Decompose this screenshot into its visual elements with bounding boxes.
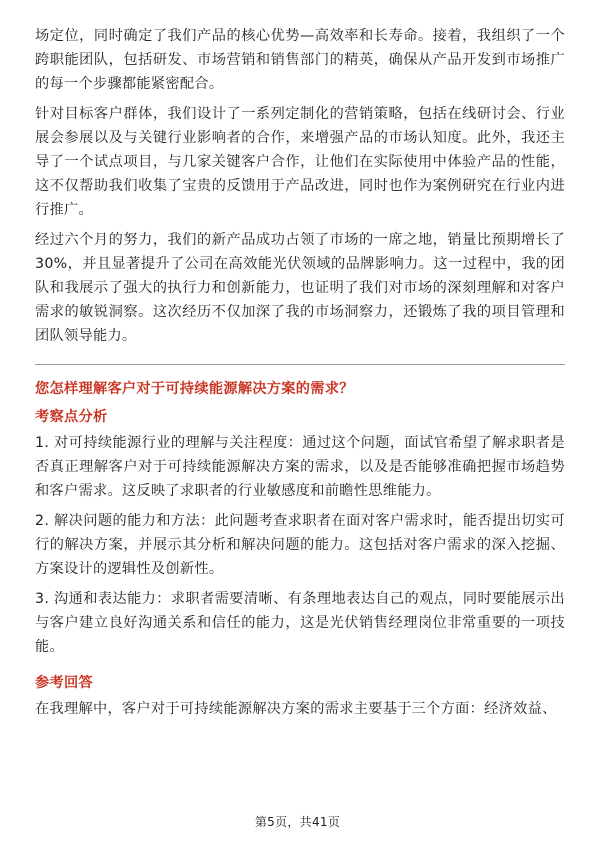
analysis-heading: 考察点分析: [35, 409, 108, 425]
body-paragraph: 经过六个月的努力，我们的新产品成功占领了市场的一席之地，销量比预期增长了30%，并且显著提升了公司在高效能光伏领域的品牌影响力。这一过程中，我的团队和我展示了强大的执行力和创新能力，也证明了我们对市场的深刻理解和对客户需求的敏锐洞察。这次经历不仅加深了我的市场洞察力，还锻炼了我的项目管理和团队领导能力。: [35, 232, 565, 344]
analysis-item: 2. 解决问题的能力和方法：此问题考查求职者在面对客户需求时，能否提出切实可行的解决方案，并展示其分析和解决问题的能力。这包括对客户需求的深入挖掘、方案设计的逻辑性及创新性。: [35, 513, 565, 577]
interview-question: 您怎样理解客户对于可持续能源解决方案的需求？: [35, 381, 354, 397]
analysis-item: 1. 对可持续能源行业的理解与关注程度：通过这个问题，面试官希望了解求职者是否真正理解客户对于可持续能源解决方案的需求，以及是否能够准确把握市场趋势和客户需求。这反映了求职者的行业敏感度和前瞻性思维能力。: [35, 435, 565, 499]
body-paragraph: 场定位，同时确定了我们产品的核心优势—高效率和长寿命。接着，我组织了一个跨职能团队，包括研发、市场营销和销售部门的精英，确保从产品开发到市场推广的每一个步骤都能紧密配合。: [35, 28, 565, 92]
body-paragraph: 针对目标客户群体，我们设计了一系列定制化的营销策略，包括在线研讨会、行业展会参展以及与关键行业影响者的合作，来增强产品的市场认知度。此外，我还主导了一个试点项目，与几家关键客户合作，让他们在实际使用中体验产品的性能，这不仅帮助我们收集了宝贵的反馈用于产品改进，同时也作为案例研究在行业内进行推广。: [35, 106, 565, 218]
reference-answer-paragraph: 在我理解中，客户对于可持续能源解决方案的需求主要基于三个方面：经济效益、: [35, 701, 557, 717]
section-divider: [35, 364, 565, 365]
page-content: [35, 24, 565, 721]
reference-answer-heading: 参考回答: [35, 675, 93, 691]
analysis-item: 3. 沟通和表达能力：求职者需要清晰、有条理地表达自己的观点，同时要能展示出与客户建立良好沟通关系和信任的能力，这是光伏销售经理岗位非常重要的一项技能。: [35, 591, 565, 655]
page-number: 第5页，共41页: [254, 815, 341, 829]
